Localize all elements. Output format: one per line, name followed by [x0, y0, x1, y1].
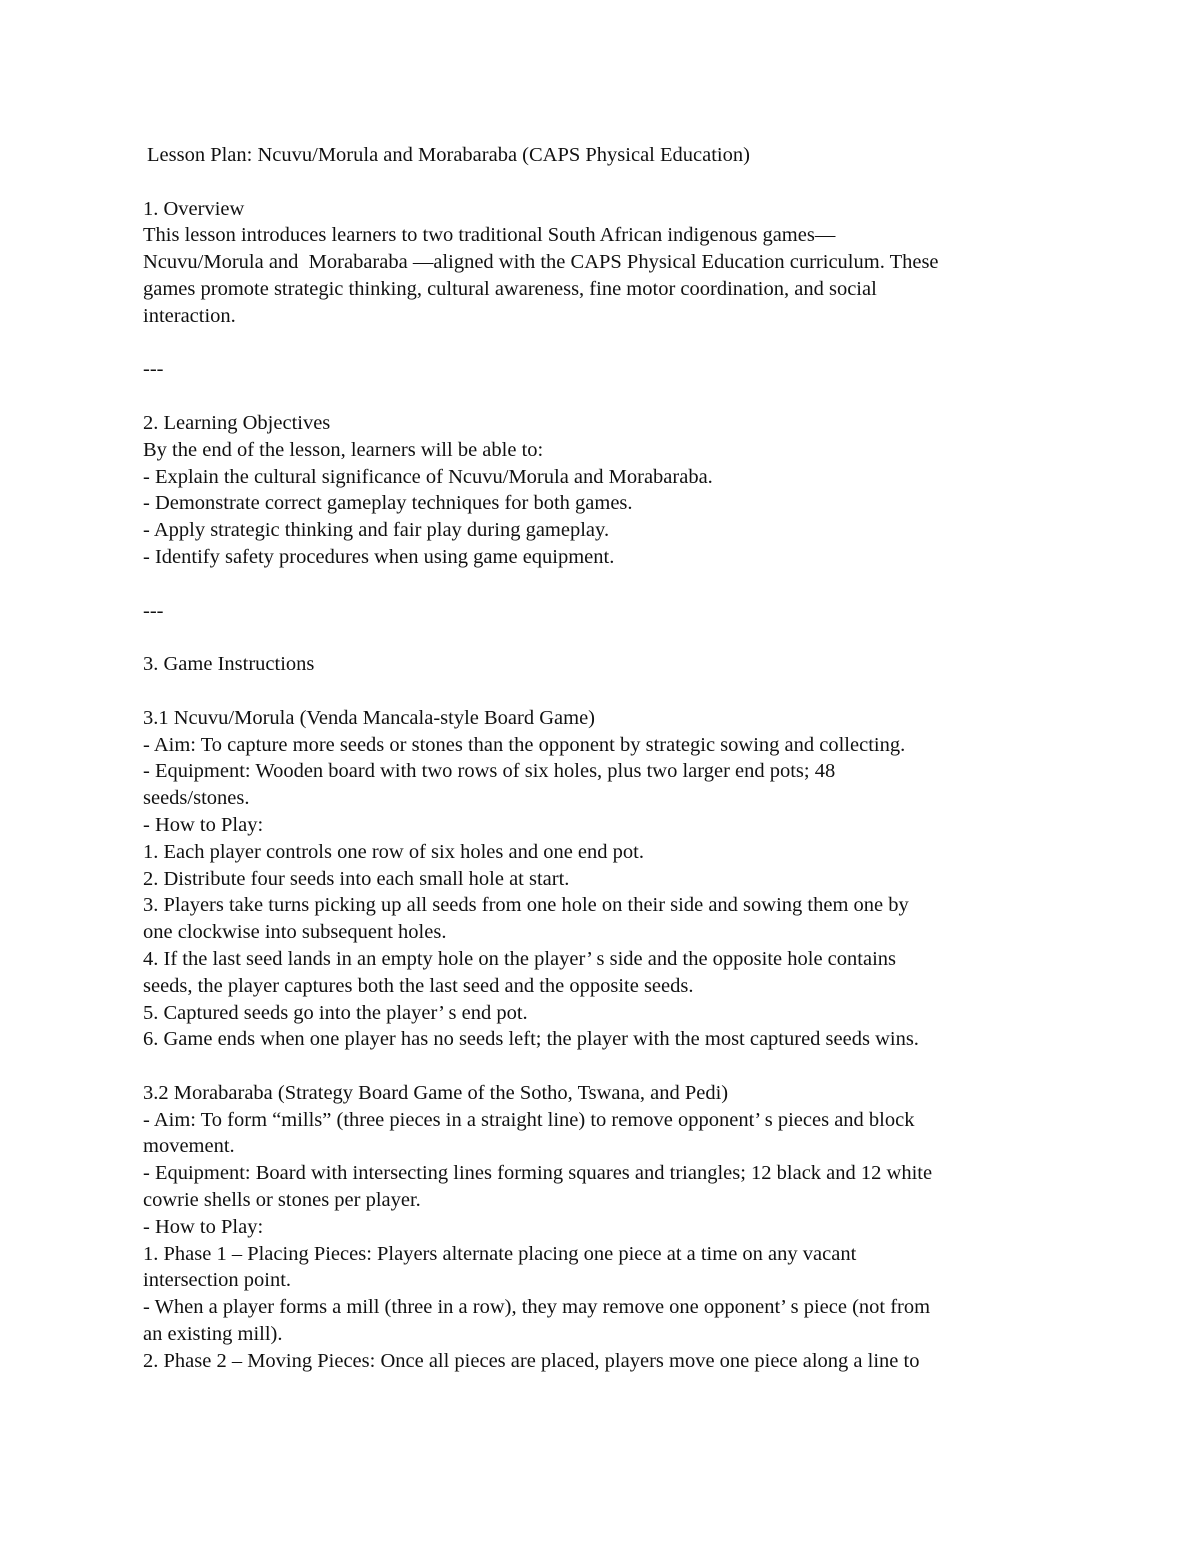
ncuvu-heading: 3.1 Ncuvu/Morula (Venda Mancala-style Board Game) — [143, 706, 595, 729]
spacer — [143, 1053, 1063, 1080]
morabaraba-line: intersection point. — [143, 1269, 292, 1292]
spacer — [143, 169, 1063, 196]
spacer — [143, 330, 1063, 357]
overview-heading: 1. Overview — [143, 197, 245, 220]
section-separator: --- — [143, 358, 164, 381]
document-title: Lesson Plan: Ncuvu/Morula and Morabaraba (CAPS Physical Education) — [147, 144, 750, 166]
morabaraba-line: - How to Play: — [143, 1215, 264, 1238]
morabaraba-line: 1. Phase 1 – Placing Pieces: Players alternate placing one piece at a time on any vacant — [143, 1242, 857, 1265]
spacer — [143, 678, 1063, 705]
morabaraba-line: an existing mill). — [143, 1323, 283, 1346]
ncuvu-line: - Aim: To capture more seeds or stones than the opponent by strategic sowing and collecting. — [143, 733, 906, 756]
overview-line: games promote strategic thinking, cultural awareness, fine motor coordination, and social — [143, 277, 877, 300]
spacer — [143, 624, 1063, 651]
morabaraba-line: - When a player forms a mill (three in a row), they may remove one opponent’ s piece (not from — [143, 1296, 931, 1319]
morabaraba-heading: 3.2 Morabaraba (Strategy Board Game of the Sotho, Tswana, and Pedi) — [143, 1081, 729, 1104]
ncuvu-line: 4. If the last seed lands in an empty hole on the player’ s side and the opposite hole contains — [143, 947, 896, 970]
document-body — [143, 142, 1063, 1375]
morabaraba-line: - Aim: To form “mills” (three pieces in a straight line) to remove opponent’ s pieces and block — [143, 1108, 915, 1131]
spacer — [143, 383, 1063, 410]
ncuvu-line: seeds, the player captures both the last seed and the opposite seeds. — [143, 974, 694, 997]
ncuvu-line: - Equipment: Wooden board with two rows of six holes, plus two larger end pots; 48 — [143, 760, 836, 783]
objectives-heading: 2. Learning Objectives — [143, 411, 331, 434]
overview-line: This lesson introduces learners to two traditional South African indigenous games— — [143, 224, 836, 247]
objective-item: - Apply strategic thinking and fair play during gameplay. — [143, 519, 610, 542]
ncuvu-line: 5. Captured seeds go into the player’ s end pot. — [143, 1001, 528, 1024]
ncuvu-line: - How to Play: — [143, 813, 264, 836]
objective-item: - Demonstrate correct gameplay techniques for both games. — [143, 492, 633, 515]
ncuvu-line: 3. Players take turns picking up all seeds from one hole on their side and sowing them one by — [143, 894, 909, 917]
overview-line: Ncuvu/Morula and Morabaraba —aligned with the CAPS Physical Education curriculum. These — [143, 251, 939, 274]
objective-item: - Identify safety procedures when using game equipment. — [143, 545, 615, 568]
ncuvu-line: one clockwise into subsequent holes. — [143, 921, 447, 944]
ncuvu-line: 6. Game ends when one player has no seeds left; the player with the most captured seeds wins. — [143, 1028, 919, 1051]
section-separator: --- — [143, 599, 164, 622]
overview-line: interaction. — [143, 304, 236, 327]
spacer — [143, 571, 1063, 598]
morabaraba-line: movement. — [143, 1135, 235, 1158]
morabaraba-line: - Equipment: Board with intersecting lines forming squares and triangles; 12 black and 12 white — [143, 1162, 933, 1185]
ncuvu-line: 1. Each player controls one row of six holes and one end pot. — [143, 840, 644, 863]
objectives-intro: By the end of the lesson, learners will be able to: — [143, 438, 544, 461]
instructions-heading: 3. Game Instructions — [143, 653, 315, 676]
ncuvu-line: 2. Distribute four seeds into each small hole at start. — [143, 867, 570, 890]
objective-item: - Explain the cultural significance of Ncuvu/Morula and Morabaraba. — [143, 465, 713, 488]
morabaraba-line: 2. Phase 2 – Moving Pieces: Once all pieces are placed, players move one piece along a line to — [143, 1349, 920, 1372]
morabaraba-line: cowrie shells or stones per player. — [143, 1189, 421, 1212]
ncuvu-line: seeds/stones. — [143, 787, 250, 810]
